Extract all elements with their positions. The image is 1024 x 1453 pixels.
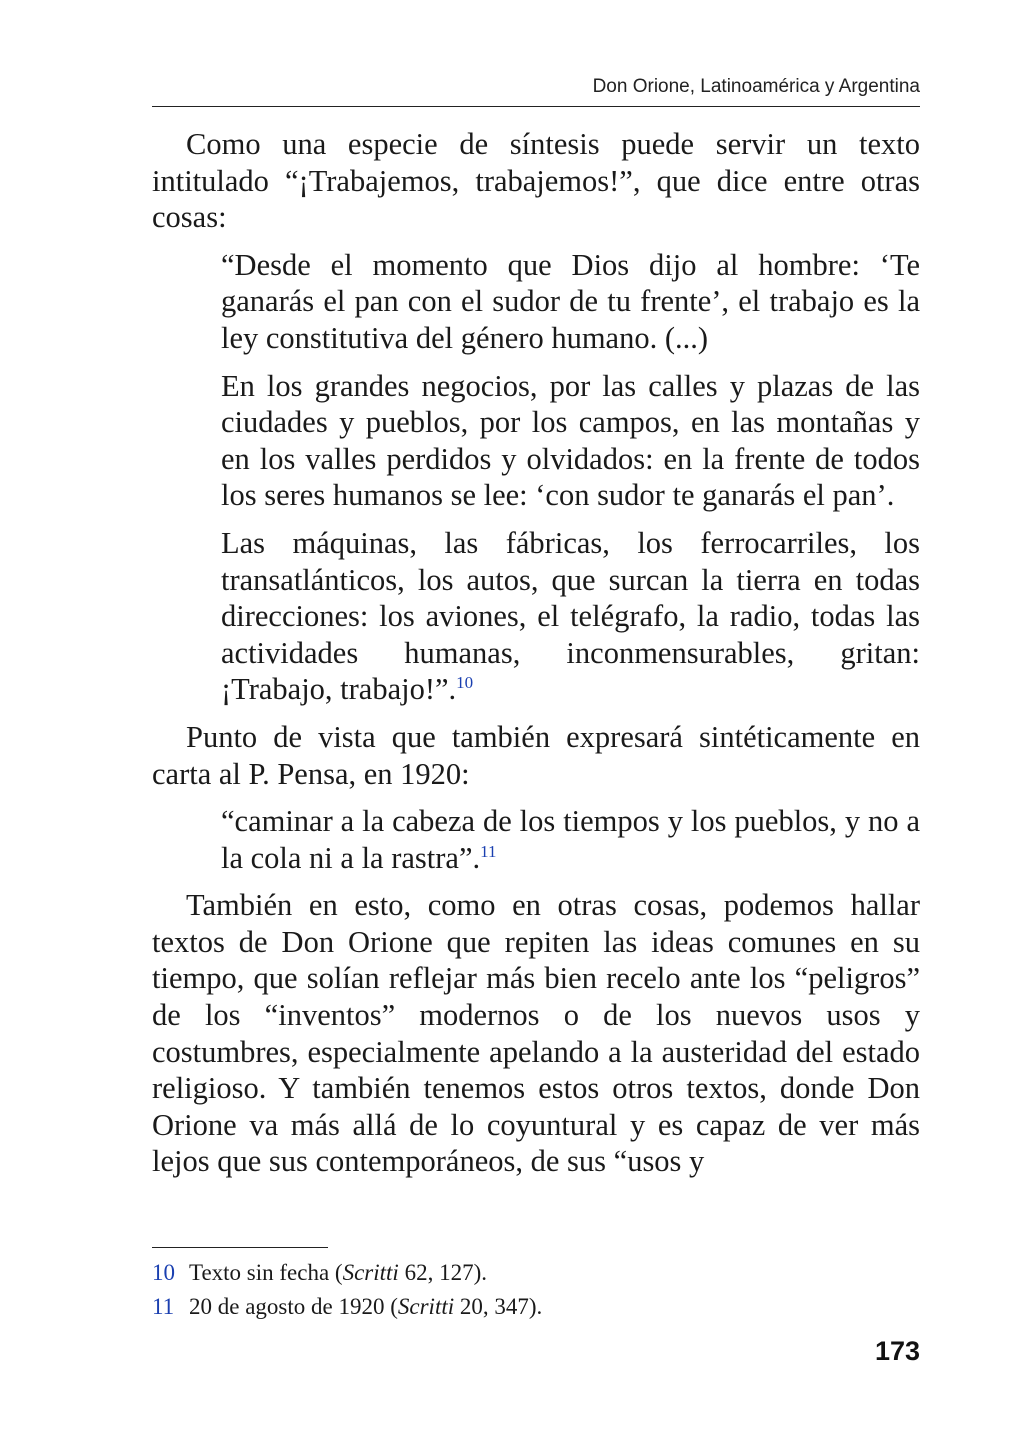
quote-paragraph [221, 803, 920, 876]
block-quote [221, 247, 920, 708]
footnote [152, 1290, 920, 1324]
quote-text: “caminar a la cabeza de los tiempos y los pueblos, y no a la cola ni a la rastra”. [221, 804, 920, 875]
footnote-text: 62, 127). [398, 1260, 487, 1285]
running-header [152, 72, 920, 107]
footnote-reference[interactable]: 11 [480, 841, 497, 861]
paragraph: Punto de vista que también expresará sintéticamente en carta al P. Pensa, en 1920: [152, 719, 920, 791]
footnote-reference[interactable]: 10 [456, 673, 474, 693]
paragraph: Como una especie de síntesis puede servir un texto intitulado “¡Trabajemos, trabajemos!”, que dice entre otras cosas: [152, 127, 920, 235]
footnote-source: Scritti [342, 1260, 399, 1285]
footnotes [152, 1256, 920, 1324]
footnote-text: 20, 347). [454, 1294, 543, 1319]
running-title: Don Orione, Latinoamérica y Argentina [592, 76, 920, 97]
footnote [152, 1256, 920, 1290]
block-quote [221, 803, 920, 876]
quote-paragraph: “Desde el momento que Dios dijo al hombre: ‘Te ganarás el pan con el sudor de tu frente’, el trabajo es la ley constitutiva del género humano. (...) [221, 247, 920, 355]
quote-paragraph [221, 525, 920, 708]
body-text [152, 126, 920, 1191]
footnote-divider [152, 1247, 328, 1248]
page-number: 173 [874, 1336, 920, 1366]
footnote-text: Texto sin fecha ( [189, 1260, 343, 1285]
footnote-number[interactable]: 11 [152, 1294, 175, 1319]
quote-text: Las máquinas, las fábricas, los ferrocarriles, los transatlánticos, los autos, que surcan la tierra en todas direcciones: los aviones, el telégrafo, la radio, todas las actividades humanas, inconmensurables, gritan: ¡Trabajo, trabajo!”. [221, 525, 920, 707]
book-page [152, 0, 920, 1453]
paragraph: También en esto, como en otras cosas, podemos hallar textos de Don Orione que repiten las ideas comunes en su tiempo, que solían reflejar más bien recelo ante los “peligros” de los “inventos” modernos o de los nuevos usos y costumbres, especialmente apelando a la austeridad del estado religioso. Y también tenemos estos otros textos, donde Don Orione va más allá de lo coyuntural y es capaz de ver más lejos que sus contemporáneos, de sus “usos y [152, 888, 920, 1179]
footnote-number[interactable]: 10 [152, 1260, 175, 1285]
footnote-source: Scritti [397, 1294, 455, 1319]
quote-paragraph: En los grandes negocios, por las calles y plazas de las ciudades y pueblos, por los campos, en las montañas y en los valles perdidos y olvidados: en la frente de todos los seres humanos se lee: ‘con sudor te ganarás el pan’. [221, 368, 920, 513]
footnote-text: 20 de agosto de 1920 ( [189, 1294, 398, 1319]
